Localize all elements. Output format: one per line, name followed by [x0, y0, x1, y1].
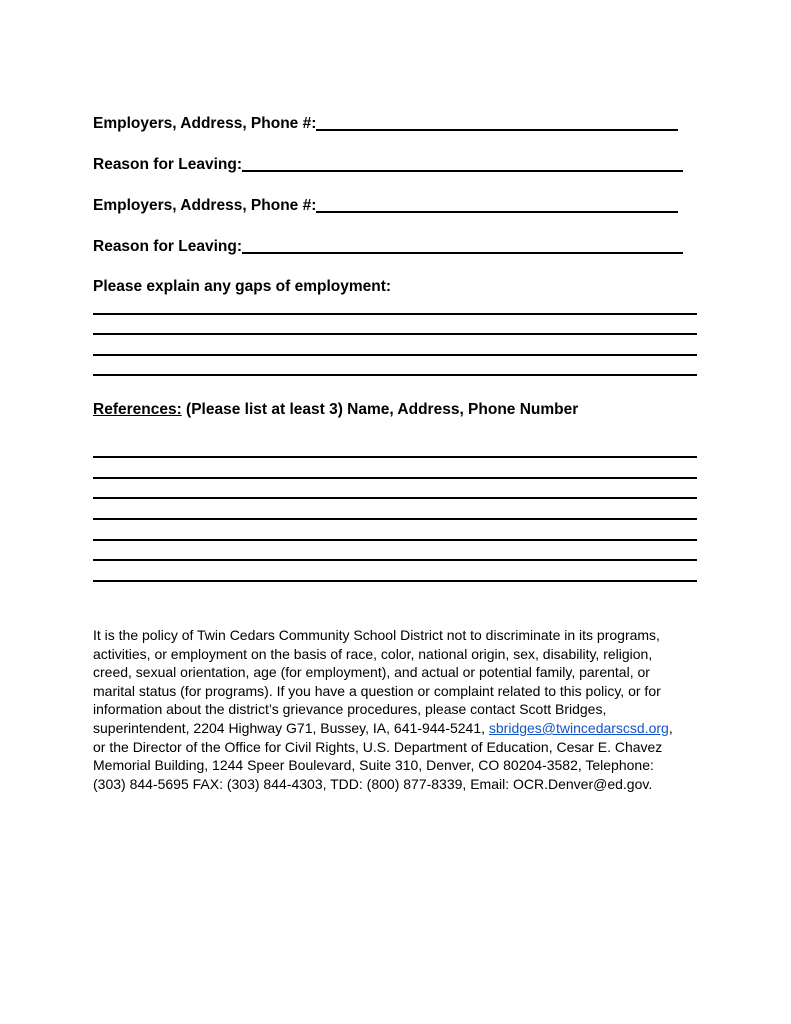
- reference-line[interactable]: [93, 580, 697, 582]
- reason-for-leaving-field-2: [93, 237, 683, 256]
- reason-for-leaving-input-2[interactable]: [242, 237, 683, 254]
- reason-for-leaving-input-1[interactable]: [242, 155, 683, 172]
- reason-for-leaving-label-1: Reason for Leaving:: [93, 156, 242, 173]
- reference-line[interactable]: [93, 456, 697, 458]
- policy-line: (303) 844-5695 FAX: (303) 844-4303, TDD: (800) 877-8339, Email: OCR.Denver@ed.gov.: [93, 775, 653, 792]
- employment-gaps-question: Please explain any gaps of employment:: [93, 278, 392, 295]
- policy-line: creed, sexual orientation, age (for employment), and actual or potential family, parental, or: [93, 664, 650, 681]
- references-instructions: (Please list at least 3) Name, Address, Phone Number: [181, 401, 579, 418]
- reason-for-leaving-field-1: [93, 155, 683, 174]
- non-discrimination-policy: [93, 626, 683, 793]
- policy-line: marital status (for programs). If you have a question or complaint related to this policy, or for: [93, 682, 661, 699]
- reference-line[interactable]: [93, 559, 697, 561]
- references-heading: [93, 401, 578, 419]
- reason-for-leaving-label-2: Reason for Leaving:: [93, 238, 242, 255]
- policy-line-contact: [93, 719, 683, 738]
- employment-gaps-line[interactable]: [93, 333, 697, 335]
- employer-address-phone-field-1: [93, 114, 678, 133]
- employment-gaps-line[interactable]: [93, 354, 697, 356]
- employer-address-phone-label-1: Employers, Address, Phone #:: [93, 115, 317, 132]
- policy-line: Memorial Building, 1244 Speer Boulevard, Suite 310, Denver, CO 80204-3582, Telephone:: [93, 757, 654, 774]
- superintendent-email-link[interactable]: sbridges@twincedarscsd.org: [488, 719, 669, 736]
- reference-line[interactable]: [93, 497, 697, 499]
- employer-address-phone-input-2[interactable]: [316, 196, 678, 213]
- policy-line: activities, or employment on the basis of race, color, national origin, sex, disability, religion,: [93, 645, 653, 662]
- policy-line: It is the policy of Twin Cedars Community School District not to discriminate in its programs,: [93, 627, 660, 643]
- employer-address-phone-input-1[interactable]: [316, 114, 678, 131]
- reference-line[interactable]: [93, 477, 697, 479]
- policy-line: or the Director of the Office for Civil Rights, U.S. Department of Education, Cesar E. Chavez: [93, 738, 663, 755]
- policy-contact-punctuation: ,: [668, 719, 673, 736]
- employment-gaps-line[interactable]: [93, 313, 697, 315]
- policy-line: information about the district’s grievance procedures, please contact Scott Bridges,: [93, 701, 607, 718]
- reference-line[interactable]: [93, 539, 697, 541]
- reference-line[interactable]: [93, 518, 697, 520]
- employment-gaps-line[interactable]: [93, 374, 697, 376]
- policy-contact-text: superintendent, 2204 Highway G71, Bussey, IA, 641-944-5241,: [93, 719, 489, 736]
- employer-address-phone-label-2: Employers, Address, Phone #:: [93, 197, 317, 214]
- references-title: References:: [93, 401, 182, 418]
- employer-address-phone-field-2: [93, 196, 678, 215]
